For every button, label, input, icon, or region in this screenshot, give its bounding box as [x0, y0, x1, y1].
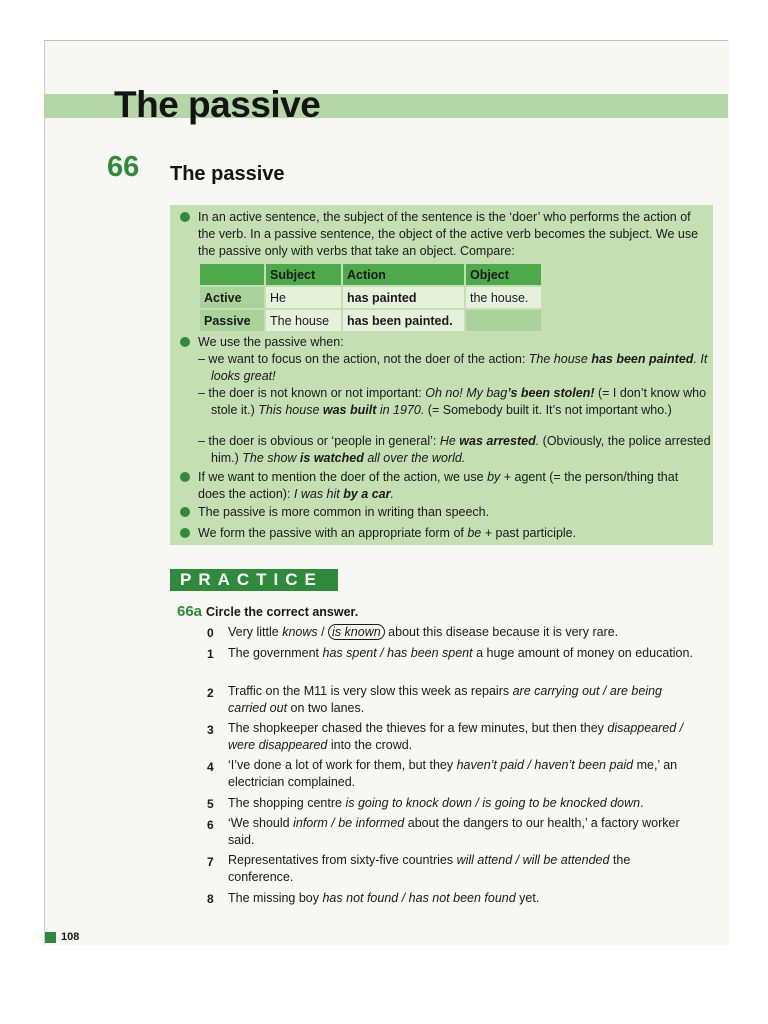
- text-run: .: [640, 796, 644, 810]
- exercise-code: 66a: [177, 603, 203, 620]
- table-header-cell: Subject: [265, 263, 342, 286]
- text-run: The shopping centre: [228, 796, 346, 810]
- text-run: ‘We should: [228, 816, 294, 830]
- text-run: are carrying out / are being carried out: [228, 684, 662, 715]
- table-cell: He: [265, 286, 342, 309]
- text-run: on two lanes.: [287, 701, 365, 715]
- text-run: Oh no! My bag: [425, 386, 508, 400]
- bullet-icon: [180, 212, 190, 222]
- text-run: haven’t paid / haven’t been paid: [456, 758, 634, 772]
- text-run: Very little: [228, 625, 283, 639]
- question-number: 7: [207, 855, 214, 869]
- table-cell: [465, 309, 542, 332]
- text-run: – the doer is not known or not important:: [198, 386, 426, 400]
- text-run: was arrested: [459, 434, 536, 448]
- text-run: /: [317, 625, 329, 639]
- table-header-cell: [199, 263, 265, 286]
- text-run: a huge amount of money on education.: [472, 646, 693, 660]
- table-cell: has been painted.: [342, 309, 465, 332]
- question-text: [228, 890, 698, 907]
- text-run: If we want to mention the doer of the action, we use: [198, 470, 488, 484]
- text-run: Traffic on the M11 is very slow this week as repairs: [228, 684, 513, 698]
- text-run: all over the world.: [363, 451, 466, 465]
- note-agent: [198, 469, 703, 503]
- table-header-row: [199, 263, 542, 286]
- text-run: be: [467, 526, 482, 540]
- text-run: yet.: [515, 891, 540, 905]
- intro-paragraph: [198, 209, 703, 260]
- note-writing: [198, 504, 703, 521]
- text-run: This house: [258, 403, 323, 417]
- page-marker: [45, 932, 56, 943]
- text-run: by a car: [343, 487, 391, 501]
- table-cell: The house: [265, 309, 342, 332]
- comparison-table: [198, 262, 543, 333]
- use-item-focus: [198, 351, 716, 385]
- question-number: 1: [207, 647, 214, 661]
- text-run: has been painted: [591, 352, 694, 366]
- use-item-obvious-doer: [198, 433, 716, 467]
- text-run: + past participle.: [481, 526, 577, 540]
- text-run: ’s been stolen!: [507, 386, 595, 400]
- table-row: [199, 286, 542, 309]
- page-title: The passive: [114, 84, 321, 125]
- text-run: I was hit: [293, 487, 344, 501]
- text-run: + agent (= the person/thing that does the action):: [198, 470, 679, 501]
- text-run: by: [487, 470, 501, 484]
- use-item-unknown-doer: [198, 385, 716, 419]
- table-header-cell: Action: [342, 263, 465, 286]
- text-run: – the doer is obvious or ‘people in general’:: [198, 434, 440, 448]
- question-number: 0: [207, 626, 214, 640]
- text-run: me,’ an electrician complained.: [228, 758, 678, 789]
- question-number: 3: [207, 723, 214, 737]
- table-row-label: Passive: [199, 309, 265, 332]
- text-run: We use the passive when:: [198, 335, 344, 349]
- text-run: We form the passive with an appropriate form of: [198, 526, 468, 540]
- bullet-icon: [180, 337, 190, 347]
- text-run: (= Somebody built it. It’s not important who.): [424, 403, 672, 417]
- question-number: 6: [207, 818, 214, 832]
- exercise-heading: [177, 603, 358, 620]
- text-run: The government: [228, 646, 323, 660]
- table-cell: has painted: [342, 286, 465, 309]
- text-run: ‘I’ve done a lot of work for them, but they: [228, 758, 457, 772]
- text-run: He: [439, 434, 460, 448]
- text-run: The missing boy: [228, 891, 323, 905]
- question-number: 4: [207, 760, 214, 774]
- text-run: is going to knock down / is going to be knocked down: [345, 796, 641, 810]
- text-run: (= I don’t know who stole it.): [211, 386, 707, 417]
- bullet-icon: [180, 507, 190, 517]
- text-run: knows: [282, 625, 318, 639]
- exercise-instruction: Circle the correct answer.: [206, 605, 359, 619]
- text-run: has spent / has been spent: [322, 646, 473, 660]
- table-header-cell: Object: [465, 263, 542, 286]
- text-run: The show: [242, 451, 300, 465]
- text-run: was built: [322, 403, 377, 417]
- uses-intro: [198, 334, 703, 351]
- question-text: [228, 645, 698, 662]
- text-run: about the dangers to our health,’ a factory worker said.: [228, 816, 680, 847]
- question-text: [228, 683, 698, 717]
- question-text: [228, 720, 698, 754]
- circled-answer: is known: [328, 624, 385, 640]
- text-run: The passive is more common in writing than speech.: [198, 505, 490, 519]
- text-run: The shopkeeper chased the thieves for a few minutes, but then they: [228, 721, 608, 735]
- question-text: [228, 757, 698, 791]
- question-text: [228, 795, 698, 812]
- text-run: .: [535, 434, 540, 448]
- text-run: . It looks great!: [211, 352, 708, 383]
- bullet-icon: [180, 528, 190, 538]
- text-run: into the crowd.: [327, 738, 413, 752]
- text-run: In an active sentence, the subject of the sentence is the ‘doer’ who performs the action of the verb. In a passive sentence, the object of the active verb becomes the subject. We use the passive only with verbs that take an object. Compare:: [198, 210, 699, 258]
- question-text: [228, 624, 698, 641]
- text-run: .: [390, 487, 394, 501]
- text-run: disappeared / were disappeared: [228, 721, 684, 752]
- text-run: – we want to focus on the action, not the doer of the action:: [198, 352, 529, 366]
- table-row: [199, 309, 542, 332]
- text-run: Representatives from sixty-five countries: [228, 853, 457, 867]
- unit-title: The passive: [170, 163, 285, 185]
- question-number: 8: [207, 892, 214, 906]
- question-number: 5: [207, 797, 214, 811]
- unit-number: 66: [107, 151, 140, 183]
- text-run: in 1970.: [376, 403, 425, 417]
- page-number: 108: [61, 931, 80, 943]
- bullet-icon: [180, 472, 190, 482]
- note-form: [198, 525, 703, 542]
- text-run: inform / be informed: [293, 816, 405, 830]
- question-text: [228, 815, 698, 849]
- text-run: (Obviously, the police arrested him.): [211, 434, 711, 465]
- text-run: the conference.: [228, 853, 631, 884]
- practice-label: PRACTICE: [170, 569, 338, 591]
- text-run: will attend / will be attended: [456, 853, 610, 867]
- top-rule: [44, 40, 728, 41]
- question-number: 2: [207, 686, 214, 700]
- question-text: [228, 852, 698, 886]
- text-run: is watched: [299, 451, 364, 465]
- table-cell: the house.: [465, 286, 542, 309]
- table-row-label: Active: [199, 286, 265, 309]
- text-run: The house: [528, 352, 592, 366]
- text-run: about this disease because it is very rare.: [384, 625, 619, 639]
- text-run: has not found / has not been found: [322, 891, 516, 905]
